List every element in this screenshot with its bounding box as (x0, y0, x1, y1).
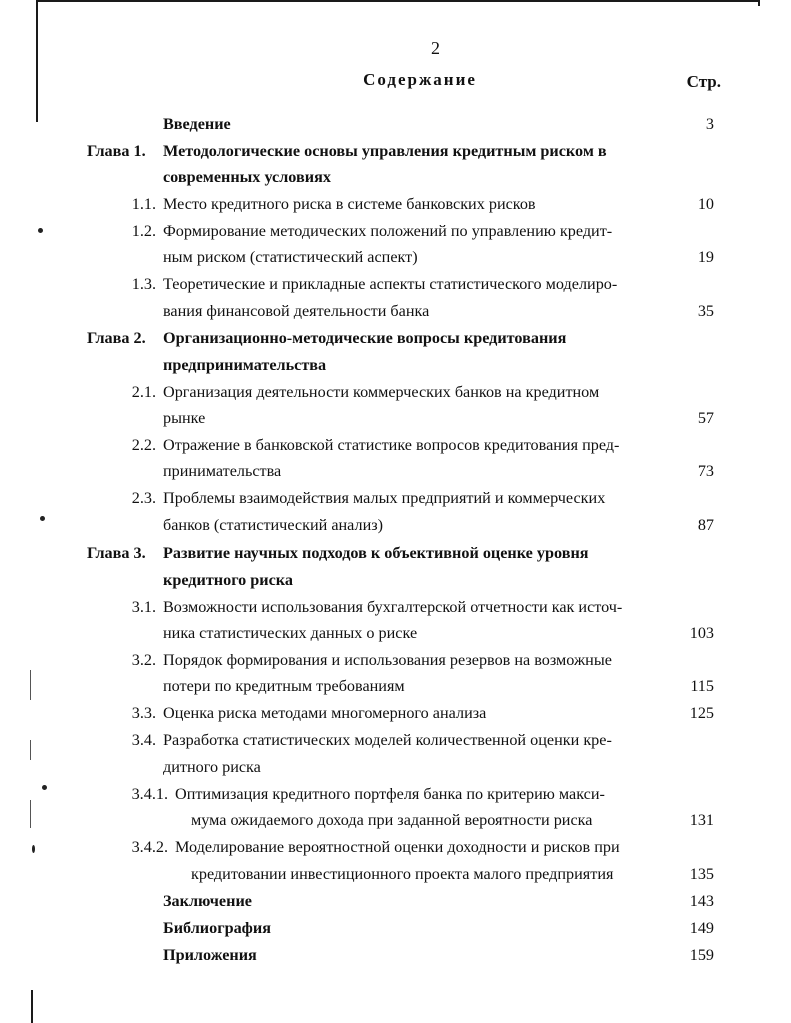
toc-entry-title: вания финансовой деятельности банка (163, 302, 430, 320)
toc-entry-page: 73 (697, 462, 714, 480)
toc-entry-title: принимательства (163, 462, 282, 480)
toc-entry-number: 3.2. (131, 651, 156, 669)
toc-title: Содержание (363, 70, 477, 89)
toc-entry-page: 143 (689, 892, 714, 910)
toc-entry-title: Моделирование вероятностной оценки доходности и рисков при (175, 838, 620, 856)
toc-entry-title: рынке (163, 409, 206, 427)
toc-entry-page: 103 (689, 624, 714, 642)
toc-entry-title: Приложения (163, 946, 257, 964)
toc-entry-title: Организационно-методические вопросы кредитования (163, 329, 567, 347)
toc-entry-page: 159 (689, 946, 714, 964)
toc-entry-title: Проблемы взаимодействия малых предприятий и коммерческих (163, 489, 606, 507)
toc-entry-page: 135 (689, 865, 714, 883)
scan-border-left (36, 0, 38, 122)
toc-entry-number: 2.3. (131, 489, 156, 507)
toc-entry-number: 2.2. (131, 436, 156, 454)
scan-border-top (36, 0, 760, 2)
toc-entry-page: 149 (689, 919, 714, 937)
toc-entry-number: 1.3. (131, 275, 156, 293)
toc-entry-title: потери по кредитным требованиям (163, 677, 405, 695)
toc-entry-title: ным риском (статистический аспект) (163, 248, 418, 266)
toc-entry-page: 115 (690, 677, 714, 695)
toc-entry-title: Порядок формирования и использования резервов на возможные (163, 651, 612, 669)
toc-entry-number: 3.1. (131, 598, 156, 616)
toc-entry-title: Формирование методических положений по управлению кредит- (163, 222, 613, 240)
toc-entry-title: Организация деятельности коммерческих банков на кредитном (163, 383, 600, 401)
toc-entry-number: 3.4. (131, 731, 156, 749)
toc-entry-title: Место кредитного риска в системе банковских рисков (163, 195, 536, 213)
toc-entry-number: 1.2. (131, 222, 156, 240)
scan-speck (32, 845, 35, 853)
toc-entry-title: Оптимизация кредитного портфеля банка по критерию макси- (175, 785, 605, 803)
toc-entry-page: 35 (697, 302, 714, 320)
toc-entry-title: Отражение в банковской статистике вопросов кредитования пред- (163, 436, 620, 454)
toc-entry-title: Библиография (163, 919, 271, 937)
scan-mark-left (30, 740, 31, 760)
scan-speck (40, 516, 45, 521)
toc-entry-title: Возможности использования бухгалтерской отчетности как источ- (163, 598, 623, 616)
toc-entry-number: 3.3. (131, 704, 156, 722)
toc-entry-title: предпринимательства (163, 356, 327, 374)
toc-entry-number: Глава 1. (87, 142, 146, 160)
toc-entry-page: 10 (697, 195, 714, 213)
toc-entry-page: 131 (689, 811, 714, 829)
toc-entry-number: 2.1. (131, 383, 156, 401)
scan-speck (42, 785, 47, 790)
toc-entry-title: Разработка статистических моделей количественной оценки кре- (163, 731, 612, 749)
toc-entry-number: Глава 3. (87, 544, 146, 562)
toc-entry-title: кредитовании инвестиционного проекта малого предприятия (191, 865, 614, 883)
toc-entry-title: ника статистических данных о риске (163, 624, 418, 642)
toc-entry-number: Глава 2. (87, 329, 146, 347)
toc-entry-page: 87 (697, 516, 714, 534)
toc-entry-title: кредитного риска (163, 571, 293, 589)
toc-entry-title: Методологические основы управления кредитным риском в (163, 142, 607, 160)
scan-speck (38, 228, 43, 233)
scan-border-right (758, 0, 760, 6)
toc-entry-title: банков (статистический анализ) (163, 516, 384, 534)
toc-entry-title: современных условиях (163, 168, 331, 186)
toc-entry-page: 125 (689, 704, 714, 722)
toc-entry-number: 3.4.2. (131, 838, 168, 856)
toc-entry-number: 3.4.1. (131, 785, 168, 803)
scan-mark-left (30, 670, 31, 700)
toc-entry-title: Теоретические и прикладные аспекты статистического моделиро- (163, 275, 618, 293)
scan-mark-left (31, 990, 33, 1023)
toc-entry-page: 3 (705, 115, 714, 133)
page-column-header: Стр. (686, 72, 721, 91)
scan-mark-left (30, 800, 31, 828)
toc-entry-number: 1.1. (131, 195, 156, 213)
toc-entry-title: мума ожидаемого дохода при заданной вероятности риска (191, 811, 593, 829)
toc-entry-title: Заключение (163, 892, 252, 910)
page-number: 2 (431, 38, 440, 58)
toc-entry-title: Оценка риска методами многомерного анализа (163, 704, 487, 722)
toc-entry-page: 19 (697, 248, 714, 266)
toc-entry-title: Развитие научных подходов к объективной оценке уровня (163, 544, 589, 562)
toc-entry-page: 57 (697, 409, 714, 427)
toc-entry-title: дитного риска (163, 758, 261, 776)
toc-entry-title: Введение (163, 115, 231, 133)
